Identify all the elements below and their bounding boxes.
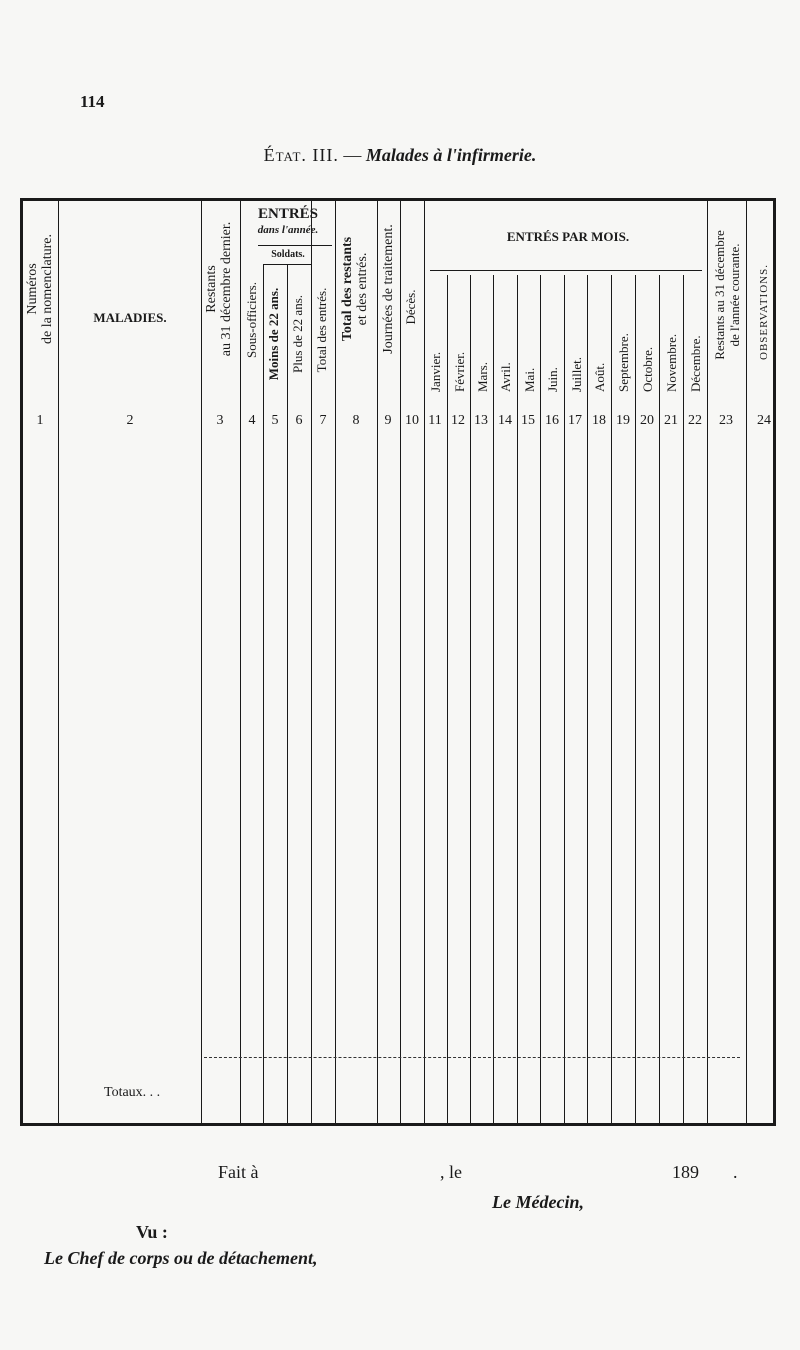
column-line [683, 275, 684, 1123]
column-number: 19 [616, 413, 630, 428]
column-number: 11 [428, 413, 442, 428]
column-line [287, 264, 288, 1123]
column-number: 9 [384, 413, 392, 428]
header-numeros: Numéros de la nomenclature. [25, 234, 55, 345]
medecin-signature-label: Le Médecin, [492, 1192, 584, 1212]
column-line [377, 201, 378, 1123]
column-line [659, 275, 660, 1123]
month-header: Mars. [475, 362, 490, 392]
month-header: Septembre. [616, 333, 631, 392]
column-number: 2 [126, 413, 134, 428]
header-plus-22: Plus de 22 ans. [290, 295, 305, 373]
header-months-group: ENTRÉS PAR MOIS. [506, 229, 630, 244]
entres-group-line [258, 245, 332, 246]
months-brace-line [430, 270, 702, 271]
header-journees: Journées de traitement. [381, 224, 396, 354]
year-label: 189 [672, 1162, 699, 1182]
month-header: Avril. [498, 362, 513, 392]
header-deces: Décès. [403, 289, 418, 325]
column-line [240, 201, 241, 1123]
column-number: 21 [664, 413, 678, 428]
column-number: 3 [216, 413, 224, 428]
totals-label: Totaux. . . [104, 1085, 161, 1100]
column-number: 1 [36, 413, 44, 428]
column-number: 24 [757, 413, 771, 428]
column-number: 8 [352, 413, 360, 428]
column-number: 20 [640, 413, 654, 428]
column-number: 18 [592, 413, 606, 428]
column-number: 23 [719, 413, 733, 428]
column-line [564, 275, 565, 1123]
month-header: Janvier. [428, 351, 443, 392]
column-line [746, 201, 747, 1123]
month-header: Octobre. [640, 346, 655, 392]
title-main: Malades à l'infirmerie. [365, 145, 537, 165]
column-line [58, 201, 59, 1123]
column-number: 5 [271, 413, 279, 428]
column-number: 7 [319, 413, 327, 428]
month-header: Août. [592, 362, 607, 392]
column-number: 15 [521, 413, 535, 428]
table-frame [20, 198, 776, 1126]
column-number: 14 [498, 413, 512, 428]
month-header: Février. [452, 351, 467, 392]
header-maladies: MALADIES. [93, 310, 167, 325]
page-number: 114 [80, 92, 105, 111]
column-line [517, 275, 518, 1123]
column-line [447, 275, 448, 1123]
title-dash: — [343, 145, 362, 165]
header-sous-officiers: Sous-officiers. [244, 282, 259, 358]
column-line [707, 201, 708, 1123]
vu-label: Vu : [136, 1222, 168, 1242]
column-line [311, 201, 312, 1123]
column-line [635, 275, 636, 1123]
year-dot: . [733, 1162, 738, 1182]
column-line [263, 264, 264, 1123]
column-number: 6 [295, 413, 303, 428]
column-number: 10 [405, 413, 419, 428]
column-line [470, 275, 471, 1123]
month-header: Décembre. [688, 335, 703, 392]
column-line [201, 201, 202, 1123]
page-title [0, 145, 800, 166]
column-number: 12 [451, 413, 465, 428]
header-restants: Restants au 31 décembre dernier. [204, 221, 234, 357]
header-moins-22: Moins de 22 ans. [266, 287, 281, 381]
header-observations: OBSERVATIONS. [758, 264, 770, 360]
title-prefix: État. III. [263, 145, 339, 165]
column-line [611, 275, 612, 1123]
header-soldats: Soldats. [271, 249, 305, 260]
header-total-restants: Total des restants et des entrés. [340, 236, 370, 342]
column-line [424, 201, 425, 1123]
le-label: , le [440, 1162, 462, 1182]
column-number: 22 [688, 413, 702, 428]
column-line [335, 201, 336, 1123]
column-line [587, 275, 588, 1123]
column-line [493, 275, 494, 1123]
header-entres-group: ENTRÉS dans l'année. [257, 206, 319, 236]
column-line [400, 201, 401, 1123]
column-line [540, 275, 541, 1123]
column-number: 4 [248, 413, 256, 428]
column-number: 13 [474, 413, 488, 428]
header-restants-courante: Restants au 31 décembre de l'année courante. [712, 230, 742, 360]
month-header: Juillet. [569, 356, 584, 392]
column-number: 17 [568, 413, 582, 428]
month-header: Juin. [545, 367, 560, 392]
month-header: Mai. [522, 367, 537, 392]
column-number: 16 [545, 413, 559, 428]
chef-signature-label: Le Chef de corps ou de détachement, [44, 1248, 318, 1268]
header-total-entres: Total des entrés. [314, 287, 329, 373]
totals-rule [204, 1057, 740, 1058]
fait-a-label: Fait à [218, 1162, 259, 1182]
month-header: Novembre. [664, 333, 679, 392]
